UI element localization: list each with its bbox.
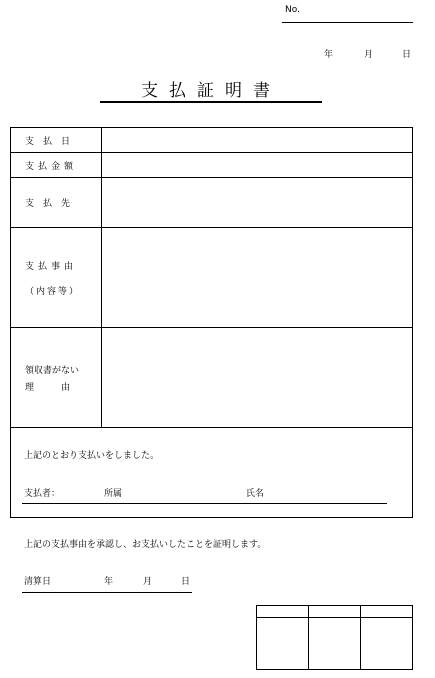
certification-text: 上記の支払事由を承認し、お支払いしたことを証明します。 — [24, 540, 267, 550]
payment-date-field[interactable] — [102, 128, 413, 153]
stamp-box-2[interactable] — [309, 618, 361, 670]
stamp-box-3[interactable] — [361, 618, 413, 670]
settlement-date-label: 清算日 — [24, 577, 52, 587]
statement-row — [11, 428, 413, 518]
amount-label-cell — [11, 153, 102, 178]
stamp-header-row — [257, 606, 413, 618]
amount-row — [11, 153, 413, 178]
stamp-header-1 — [257, 606, 309, 618]
stamp-header-2 — [309, 606, 361, 618]
payee-field[interactable] — [102, 178, 413, 228]
title-underline — [100, 101, 322, 103]
payer-label: 支払者： — [24, 489, 61, 499]
payment-date-row — [11, 128, 413, 153]
issue-year-label: 年 — [324, 50, 334, 60]
settlement-month-label: 月 — [143, 577, 153, 587]
payee-row — [11, 178, 413, 228]
reason-label-cell — [11, 228, 102, 328]
number-field-line[interactable] — [282, 22, 413, 23]
reason-field[interactable] — [102, 228, 413, 328]
issue-day-label: 日 — [402, 50, 412, 60]
document-title: 支払証明書 — [141, 81, 281, 101]
payment-date-label-cell — [11, 128, 102, 153]
amount-field[interactable] — [102, 153, 413, 178]
settlement-date-line[interactable] — [22, 592, 192, 593]
no-receipt-row — [11, 328, 413, 428]
no-receipt-sublabel: 理 由 — [25, 382, 71, 393]
issue-month-label: 月 — [364, 50, 374, 60]
no-receipt-label: 領収書がない — [25, 365, 80, 376]
settlement-day-label: 日 — [181, 577, 191, 587]
stamp-box-1[interactable] — [257, 618, 309, 670]
stamp-header-3 — [361, 606, 413, 618]
payment-statement: 上記のとおり支払いをしました。 — [24, 451, 160, 461]
no-receipt-label-cell — [11, 328, 102, 428]
reason-label: 支払事由 — [25, 261, 78, 272]
payee-label: 支 払 先 — [25, 199, 71, 209]
number-label: No. — [285, 5, 300, 15]
statement-cell — [11, 428, 413, 518]
reason-row — [11, 228, 413, 328]
signature-line[interactable] — [22, 503, 387, 504]
amount-label: 支払金額 — [25, 161, 78, 172]
settlement-year-label: 年 — [104, 577, 114, 587]
payment-date-label: 支 払 日 — [25, 136, 71, 147]
approval-stamp-table — [256, 605, 413, 670]
reason-sublabel: （内容等） — [25, 286, 81, 297]
no-receipt-reason-field[interactable] — [102, 328, 413, 428]
department-label: 所属 — [104, 489, 123, 499]
payee-label-cell — [11, 178, 102, 228]
stamp-box-row — [257, 618, 413, 670]
name-label: 氏名 — [246, 489, 265, 499]
